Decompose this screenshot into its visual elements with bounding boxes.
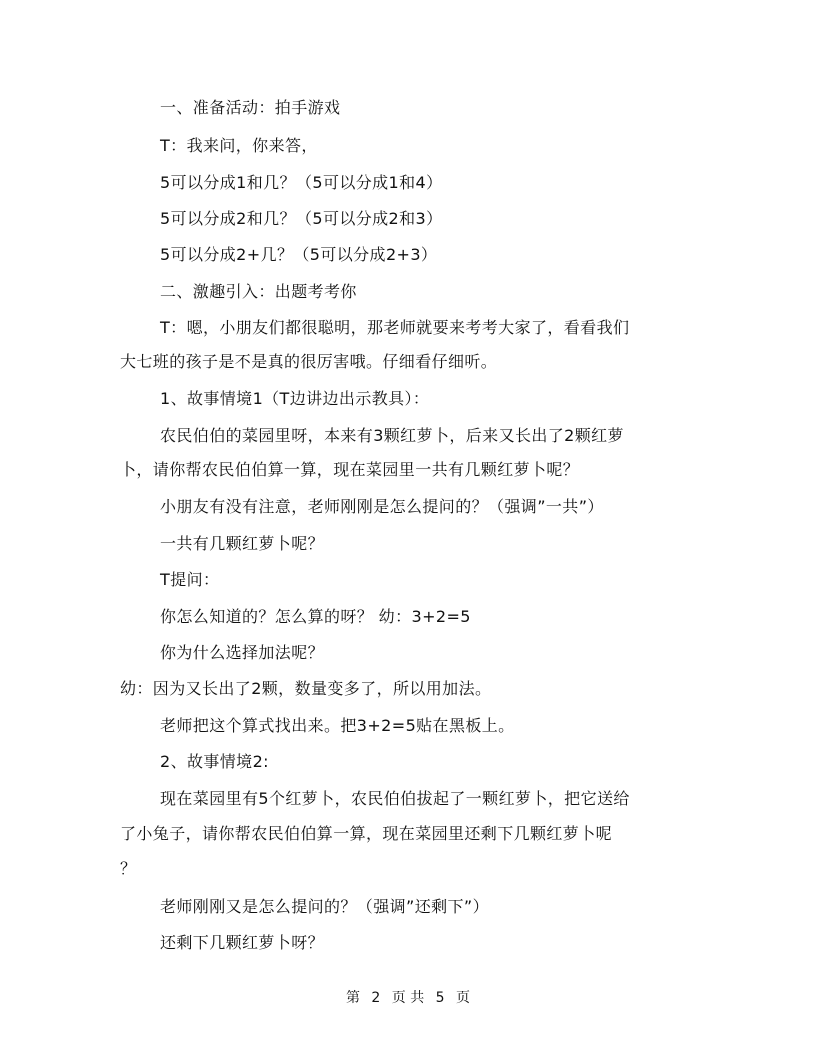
paragraph-line: 5可以分成2和几？（5可以分成2和3） (160, 209, 443, 228)
paragraph-line: 还剩下几颗红萝卜呀？ (160, 933, 325, 952)
paragraph-line: 了小兔子，请你帮农民伯伯算一算，现在菜园里还剩下几颗红萝卜呢 (120, 824, 613, 843)
paragraph-line: 一共有几颗红萝卜呢？ (160, 534, 325, 553)
paragraph-line: 你怎么知道的？怎么算的呀？ 幼：3+2=5 (160, 607, 471, 626)
paragraph-line: ？ (120, 859, 137, 878)
paragraph-line: T：我来问，你来答， (160, 136, 318, 155)
paragraph-line: 5可以分成1和几？（5可以分成1和4） (160, 173, 443, 192)
section-heading-preparation: 一、准备活动：拍手游戏 (160, 98, 341, 117)
subsection-heading-story-1: 1、故事情境1（T边讲边出示教具）： (160, 389, 430, 408)
footer-middle: 页 共 (391, 990, 425, 1006)
footer-prefix: 第 (345, 990, 360, 1006)
paragraph-line: T提问： (160, 570, 220, 589)
paragraph-line: 你为什么选择加法呢？ (160, 643, 325, 662)
subsection-heading-story-2: 2、故事情境2: (160, 752, 269, 771)
paragraph-line: 卜，请你帮农民伯伯算一算，现在菜园里一共有几颗红萝卜呢？ (120, 460, 580, 479)
paragraph-line: 老师刚刚又是怎么提问的？（强调”还剩下”） (160, 897, 489, 916)
page-footer (0, 988, 816, 1008)
paragraph-line: 老师把这个算式找出来。把3+2=5贴在黑板上。 (160, 716, 515, 735)
paragraph-line: 农民伯伯的菜园里呀，本来有3颗红萝卜，后来又长出了2颗红萝 (160, 426, 624, 445)
footer-suffix: 页 (456, 990, 471, 1006)
section-heading-introduction: 二、激趣引入：出题考考你 (160, 282, 357, 301)
paragraph-line: 幼：因为又长出了2颗，数量变多了，所以用加法。 (120, 679, 492, 698)
paragraph-line: 大七班的孩子是不是真的很厉害哦。仔细看仔细听。 (120, 352, 498, 371)
paragraph-line: 现在菜园里有5个红萝卜，农民伯伯拔起了一颗红萝卜，把它送给 (160, 789, 630, 808)
paragraph-line: T：嗯，小朋友们都很聪明，那老师就要来考考大家了，看看我们 (160, 318, 630, 337)
current-page-number: 2 (371, 990, 381, 1006)
total-page-count: 5 (435, 990, 445, 1006)
paragraph-line: 小朋友有没有注意，老师刚刚是怎么提问的？（强调”一共”） (160, 497, 604, 516)
paragraph-line: 5可以分成2+几？（5可以分成2+3） (160, 245, 438, 264)
